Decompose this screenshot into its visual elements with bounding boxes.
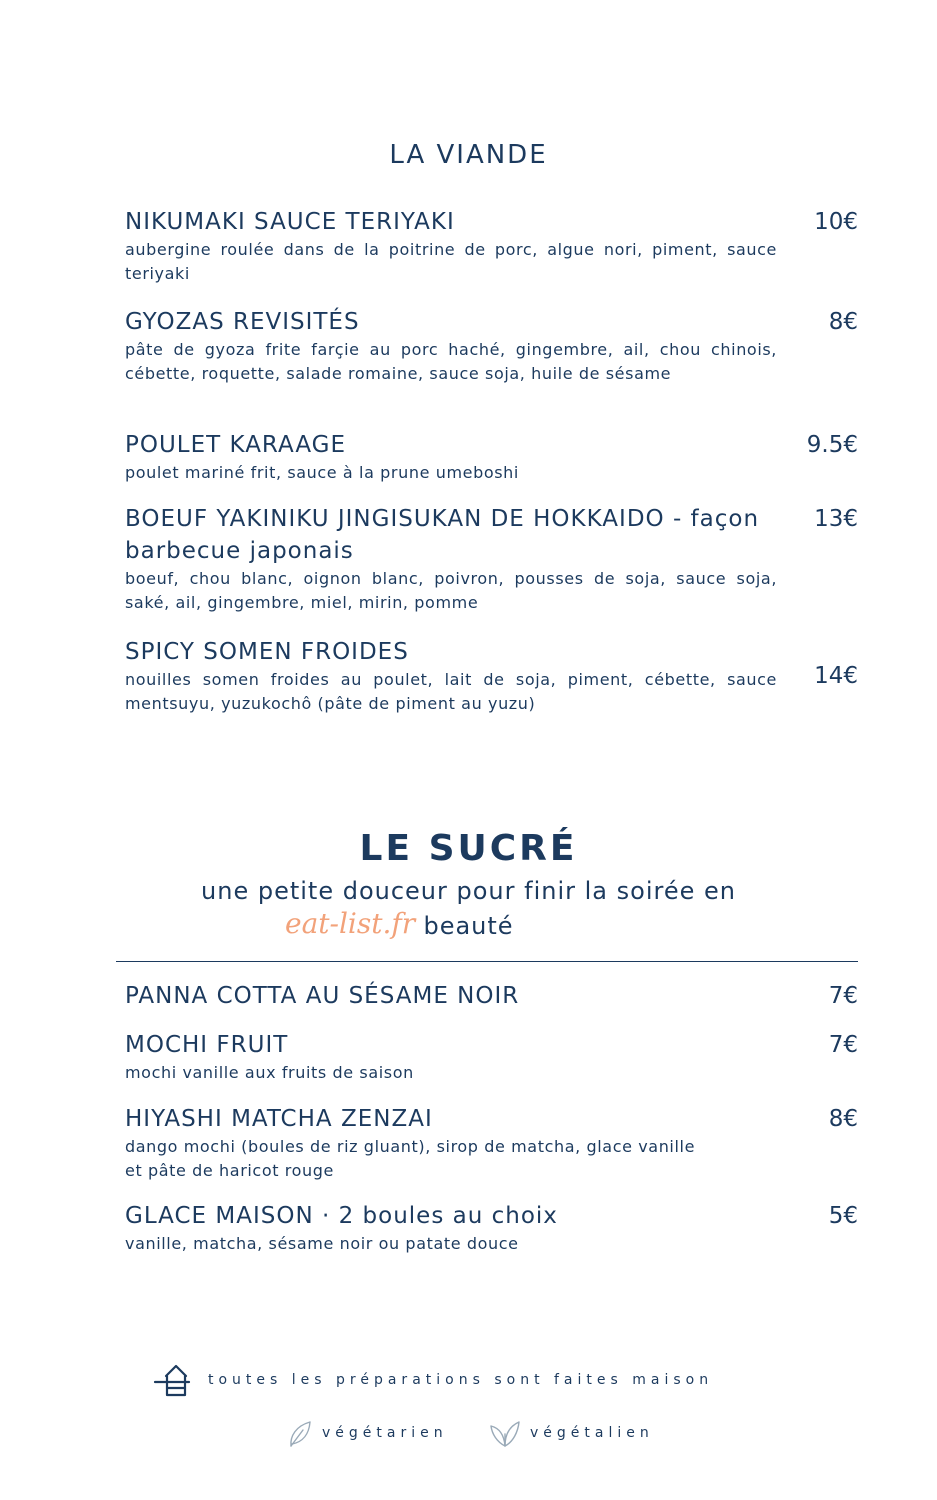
- section-divider: [116, 961, 858, 962]
- double-leaf-icon: [489, 1420, 521, 1448]
- item-name: NIKUMAKI SAUCE TERIYAKI: [125, 209, 455, 235]
- menu-item-yakiniku: [125, 503, 860, 615]
- menu-item-nikumaki: [125, 206, 860, 286]
- menu-item-glace-maison: [125, 1200, 860, 1256]
- item-name: GYOZAS REVISITÉS: [125, 309, 360, 335]
- item-name: HIYASHI MATCHA ZENZAI: [125, 1106, 433, 1132]
- menu-item-matcha-zenzai: [125, 1103, 860, 1183]
- house-icon: [152, 1362, 192, 1398]
- sucre-subtitle-line-2: beauté: [423, 912, 514, 940]
- item-price: 7€: [828, 983, 858, 1009]
- menu-item-panna-cotta: [125, 980, 860, 1012]
- item-price: 8€: [828, 1106, 858, 1132]
- menu-item-mochi-fruit: [125, 1029, 860, 1085]
- viande-section-title: LA VIANDE: [389, 140, 548, 170]
- item-description: boeuf, chou blanc, oignon blanc, poivron, pousses de soja, sauce soja, saké, ail, gingembre, miel, mirin, pomme: [125, 569, 777, 612]
- item-name: POULET KARAAGE: [125, 432, 347, 458]
- item-description: vanille, matcha, sésame noir ou patate douce: [125, 1234, 519, 1253]
- item-price: 10€: [814, 209, 858, 235]
- item-description: poulet mariné frit, sauce à la prune umeboshi: [125, 463, 519, 482]
- item-price: 7€: [828, 1032, 858, 1058]
- item-description: nouilles somen froides au poulet, lait de soja, piment, cébette, sauce mentsuyu, yuzukochô (pâte de piment au yuzu): [125, 670, 777, 713]
- item-description: mochi vanille aux fruits de saison: [125, 1063, 414, 1082]
- vegetarian-label: végétarien: [322, 1425, 448, 1441]
- item-name: SPICY SOMEN FROIDES: [125, 639, 409, 665]
- sucre-subtitle-line-1: une petite douceur pour finir la soirée en: [201, 877, 736, 905]
- menu-item-gyozas: [125, 306, 860, 386]
- item-description: aubergine roulée dans de la poitrine de porc, algue nori, piment, sauce teriyaki: [125, 240, 777, 283]
- item-price: 5€: [828, 1203, 858, 1229]
- menu-item-somen: [125, 636, 860, 716]
- vegan-label: végétalien: [530, 1425, 654, 1441]
- item-name: BOEUF YAKINIKU JINGISUKAN DE HOKKAIDO - façon barbecue japonais: [125, 506, 760, 564]
- item-description: dango mochi (boules de riz gluant), sirop de matcha, glace vanille et pâte de haricot rouge: [125, 1137, 696, 1180]
- item-price: 14€: [814, 663, 858, 689]
- menu-item-karaage: [125, 429, 860, 485]
- item-price: 13€: [814, 506, 858, 532]
- homemade-notice: toutes les préparations sont faites maison: [208, 1372, 714, 1388]
- item-name: PANNA COTTA AU SÉSAME NOIR: [125, 983, 520, 1009]
- item-price: 8€: [828, 309, 858, 335]
- item-description: pâte de gyoza frite farçie au porc haché, gingembre, ail, chou chinois, cébette, roquette, salade romaine, sauce soja, huile de sésame: [125, 340, 777, 383]
- item-name: MOCHI FRUIT: [125, 1032, 289, 1058]
- leaf-icon: [287, 1420, 313, 1448]
- item-price: 9.5€: [806, 432, 858, 458]
- watermark: eat-list.fr: [285, 907, 416, 940]
- item-name: GLACE MAISON · 2 boules au choix: [125, 1203, 558, 1229]
- sucre-section-title: LE SUCRÉ: [359, 828, 578, 869]
